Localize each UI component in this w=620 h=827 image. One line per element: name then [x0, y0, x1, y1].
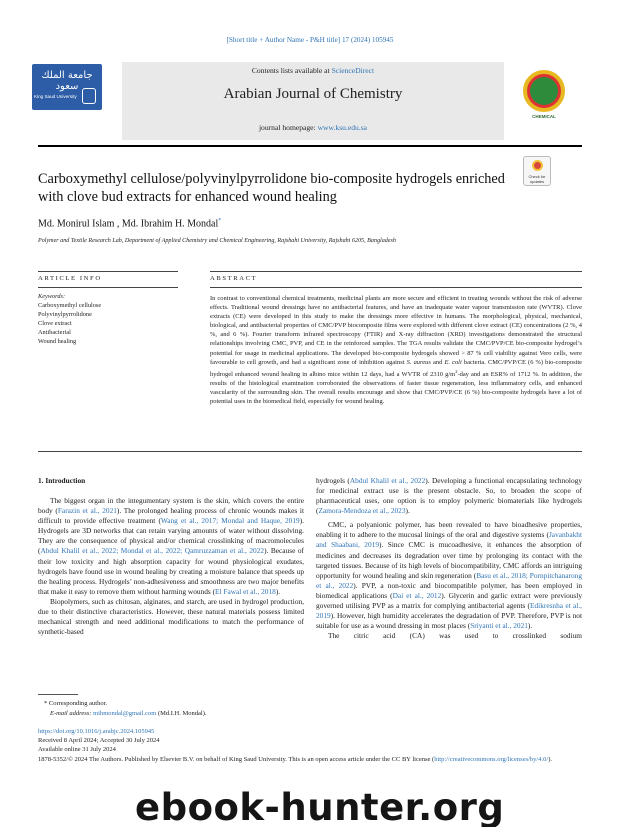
article-info-heading: ARTICLE INFO	[38, 275, 102, 282]
chemical-society-logo	[518, 64, 570, 126]
abstract-part: and	[430, 358, 445, 366]
corresponding-mark[interactable]: *	[218, 218, 222, 224]
keywords-label: Keywords:	[38, 293, 66, 300]
doi-link[interactable]: https://doi.org/10.1016/j.arabjc.2024.105945	[38, 728, 155, 735]
body-paragraph	[316, 520, 582, 631]
abstract-heading: ABSTRACT	[210, 275, 258, 282]
journal-name: Arabian Journal of Chemistry	[223, 86, 403, 102]
citation-link[interactable]: Farazin et al., 2021	[57, 506, 117, 516]
abstract-text	[210, 294, 582, 406]
logo-english-text: King Saud University	[34, 94, 77, 99]
text-run: ). Glycerin and garlic extract were previously governed utilising PVP as a matrix for complying antibacterial agents (	[316, 590, 582, 610]
section-heading: 1. Introduction	[38, 476, 86, 485]
update-icon	[532, 160, 543, 171]
abstract-part: bacteria. CMC/PVP/CE (6 %) bio-composite hydrogel enhanced wound healing in albino mice within 12 days, had a WVTR of 2310 g/m	[210, 358, 583, 378]
text-run: hydrogels (	[316, 476, 350, 485]
received-dates: Received 8 April 2024; Accepted 30 July 2024	[38, 737, 160, 745]
corresponding-note	[44, 699, 207, 709]
text-run: ).	[405, 506, 410, 516]
check-for-updates-label: Check for updates	[528, 174, 546, 184]
watermark: ebook-hunter.org	[135, 786, 505, 827]
keyword: Wound healing	[38, 337, 77, 345]
body-column-left	[38, 476, 304, 637]
footnote-mark: *	[44, 700, 48, 707]
text-run: ). Hydrogels are 3D networks that can retain varying amounts of water without dissolving. They are the consequence of physical and/or chemical crosslinking of macromolecules (	[38, 516, 304, 556]
header-rule	[38, 145, 582, 147]
available-date: Available online 31 July 2024	[38, 746, 116, 754]
author-name[interactable]: Md. Monirul Islam	[38, 218, 115, 230]
abstract-part: -day and an ESR% of 1712 %. In addition, the results of the histological examination corroborated the observations of faster tissue regeneration, less inflammatory cells, and enhanced vascularity of the surrounding skin. The overall results encourage and show that CMC/PVP/CE (6 %) bio-composite hydrogels have a lot of potential uses in the biomedical field, especially for wound healing.	[210, 370, 583, 406]
keyword: Polyvinylpyrrolidone	[38, 310, 92, 318]
contents-line	[122, 66, 504, 75]
running-header-link[interactable]: [Short title + Author Name - P&H title] 17 (2024) 105945	[226, 36, 394, 44]
keyword: Clove extract	[38, 319, 72, 327]
citation-link[interactable]: Edikresnha et al., 2019	[316, 600, 582, 621]
species-name: S. aureus	[406, 358, 431, 366]
email-label: E-mail address:	[50, 709, 92, 717]
author-name[interactable]: Md. Ibrahim H. Mondal	[121, 218, 219, 230]
superscript: 2	[455, 368, 458, 374]
article-info-rule	[38, 287, 178, 288]
homepage-link[interactable]: www.ksu.edu.sa	[317, 123, 368, 132]
homepage-line	[122, 123, 504, 132]
logo-emblem-icon	[530, 77, 558, 105]
text-run: ).	[275, 586, 281, 596]
copyright-text: 1878-5352/© 2024 The Authors. Published by Elsevier B.V. on behalf of King Saud University. This is an open access article under the CC BY license (	[38, 755, 435, 763]
check-for-updates-button[interactable]	[523, 156, 551, 186]
email-link[interactable]: mihmondal@gmail.com	[93, 709, 157, 717]
seal-icon	[82, 88, 96, 104]
citation-link[interactable]: Zamora-Mendoza et al., 2023	[318, 506, 406, 516]
keyword: Antibacterial	[38, 328, 71, 336]
corresponding-label: Corresponding author.	[48, 700, 108, 707]
citation-link[interactable]: Sriyanti et al., 2021	[470, 621, 528, 631]
text-run: ). The prolonged healing process of chronic wounds makes it difficult to provide effective treatment (	[38, 506, 304, 526]
logo-label: CHEMICAL	[532, 114, 556, 119]
abstract-rule	[210, 271, 582, 272]
contents-prefix: Contents lists available at	[251, 66, 332, 75]
author-separator: ,	[114, 218, 122, 230]
section-rule	[38, 451, 582, 452]
footnote-rule	[38, 694, 78, 695]
sciencedirect-link[interactable]: ScienceDirect	[331, 66, 375, 75]
citation-link[interactable]: Abdul Khalil et al., 2022	[349, 476, 426, 485]
article-info-rule	[38, 271, 178, 272]
publication-info	[38, 727, 582, 764]
keywords-block	[38, 293, 178, 346]
article-title: Carboxymethyl cellulose/polyvinylpyrrolidone bio-composite hydrogels enriched with clove bud extracts for enhanced wound healing	[38, 171, 505, 205]
text-run: ). However, high humidity accelerates the degradation of PVP. Therefore, PVP is not suitable for use as a wound dressing in most places (	[316, 611, 582, 631]
citation-link[interactable]: Abdul Khalil et al., 2022; Mondal et al., 2022; Qamruzzaman et al., 2022	[40, 546, 265, 556]
affiliation: Polymer and Textile Research Lab, Department of Applied Chemistry and Chemical Engineering, Rajshahi University, Rajshahi 6205, Bangladesh	[38, 238, 396, 244]
keyword: Carboxymethyl cellulose	[38, 301, 102, 309]
footnote	[44, 699, 207, 718]
email-suffix: (Md.I.H. Mondal).	[157, 709, 207, 717]
citation-link[interactable]: El Fawal et al., 2018	[215, 586, 276, 596]
text-run: ). PVP, a non-toxic and biocompatible polymer, has been employed in biomedical applications (	[316, 580, 582, 600]
text-run: The biggest organ in the integumentary system is the skin, which covers the entire body (	[38, 496, 304, 516]
citation-link[interactable]: Wang et al., 2017; Mondal and Haque, 2019	[160, 516, 300, 526]
citation-link[interactable]: Dai et al., 2012	[392, 590, 442, 600]
copyright-text: ).	[548, 755, 552, 763]
email-line	[44, 709, 207, 719]
copyright-notice	[38, 755, 582, 764]
text-run: CMC, a polyanionic polymer, has been revealed to have bioadhesive properties, enabling it to adhere to the mucosal linings of the oral and digestive systems (	[316, 520, 582, 540]
body-paragraph	[38, 496, 304, 597]
king-saud-university-logo	[32, 64, 102, 110]
text-run: ).	[527, 621, 533, 631]
body-paragraph: Biopolymers, such as chitosan, alginates, and starch, are used in hydrogel production, due to their distinctive characteristics. However, these natural materials possess limited mechanical strength and need additional modifications to match the performance of synthetic-based	[38, 596, 304, 637]
body-paragraph	[316, 476, 582, 516]
text-run: ). Developing a functional encapsulating technology for medicinal extract use is the present obstacle. So, to broaden the scope of pharmaceutical uses, one option is to employ polymeric biomaterials like hydrogels (	[316, 476, 582, 516]
homepage-prefix: journal homepage:	[258, 123, 318, 132]
journal-masthead	[122, 62, 504, 140]
license-link[interactable]: http://creativecommons.org/licenses/by/4.0/	[434, 755, 549, 763]
body-paragraph: The citric acid (CA) was used to crosslinked sodium	[328, 631, 582, 641]
text-run: ). Because of their low toxicity and high absorption capacity for wound physiological exudates, hydrogels have found use in wound healing by creating a moisture balance that speeds up the healing process. Hydrogels’ non-adhesiveness and smoothness are two major benefits that make it easy to remove them without harming wounds (	[38, 546, 304, 596]
abstract-part: In contrast to conventional chemical treatments, medicinal plants are more secure and efficient in treating wounds without the risk of adverse effects. Traditional wound dressings have no antibacterial features, and have an inadequate water vapour transmission rate (WVTR). Clove extracts (CE) were developed in this study to make the dressings more effective in humans. The morphological, physical, mechanical, biological, and antibacterial properties of CMC/PVP biocomposite films were explored with different clove extract (CE) concentrations (2 %, 4 %, and 6 %). Fourier transform infrared spectroscopy (FTIR) and X-ray diffraction (XRD) investigations demonstrated the structural relationships involving CMC, PVP, and CE in the reinforced samples. The TGA results validate the CMC/PVP/CE bio-composite hydrogel’s potential for usage in medicinal applications. The developed bio-composite hydrogels showed > 87 % cell viability against Vero cells, were favourable to cell growth, and had a significant zone of inhibition against	[210, 295, 582, 366]
citation-link[interactable]: Javanbakht and Shaabani, 2019	[316, 530, 582, 550]
text-run: ). Since CMC is mucoadhesive, it enhances the absorption of medicines and decreases its degradation over time by prolonging its contact with the targeted tissues. Because of its high levels of biocompatibility, CMC affords an intriguing opportunity for wound healing and skin regeneration (	[316, 540, 583, 580]
citation-link[interactable]: Basu et al., 2018; Pornpitchanarong et al., 2022	[316, 570, 582, 590]
author-list	[38, 218, 221, 229]
body-column-right	[316, 476, 582, 641]
species-name: E. coli	[444, 358, 462, 366]
logo-arabic-text: جامعة الملك سعود	[41, 70, 93, 92]
abstract-rule	[210, 287, 582, 288]
